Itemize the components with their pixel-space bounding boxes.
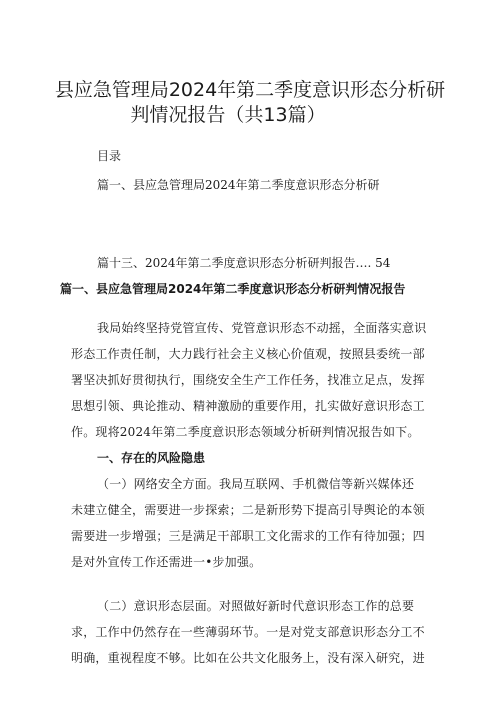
paragraph-line: 是对外宣传工作还需进一•步加强。 [71, 555, 262, 569]
paragraph-line: （二）意识形态层面。对照做好新时代意识形态工作的总要 [97, 599, 415, 613]
paragraph-line: 作。现将2024年第二季度意识形态领域分析研判情况报告如下。 [71, 425, 420, 439]
paragraph-line: （一）网络安全方面。我局互联网、手机微信等新兴媒体还 [97, 477, 415, 491]
document-title-line1: 县应急管理局2024年第二季度意识形态分析研 [54, 79, 446, 101]
subheading: 一、存在的风险隐患 [97, 451, 206, 465]
toc-label: 目录 [97, 149, 122, 163]
paragraph-line: 需要进一步增强；三是满足干部职工文化需求的工作有待加强；四 [71, 529, 425, 543]
section-heading: 篇一、县应急管理局2024年第二季度意识形态分析研判情况报告 [60, 282, 406, 296]
paragraph-line: 求，工作中仍然存在一些薄弱环节。一是对党支部意识形态分工不 [71, 625, 425, 639]
toc-item[interactable]: 篇十三、2024年第二季度意识形态分析研判报告…. 54 [97, 256, 391, 270]
paragraph-line: 我局始终坚持党管宣传、党管意识形态不动摇，全面落实意识 [97, 321, 427, 335]
paragraph-line: 明确，重视程度不够。比如在公共文化服务上，没有深入研究，进 [71, 651, 425, 665]
paragraph-line: 形态工作责任制，大力践行社会主义核心价值观，按照县委统一部 [71, 347, 425, 361]
toc-item[interactable]: 篇一、县应急管理局2024年第二季度意识形态分析研 [97, 178, 380, 192]
paragraph-line: 思想引领、典论推动、精神激励的重要作用，扎实做好意识形态工 [71, 399, 425, 413]
paragraph-line: 署坚决抓好贯彻执行，围绕安全生产工作任务，找准立足点，发挥 [71, 373, 425, 387]
paragraph-line: 未建立健全，需要进一步探索；二是新形势下提高引导舆论的本领 [71, 503, 425, 517]
document-title-line2: 判情况报告（共13篇） [130, 104, 326, 126]
